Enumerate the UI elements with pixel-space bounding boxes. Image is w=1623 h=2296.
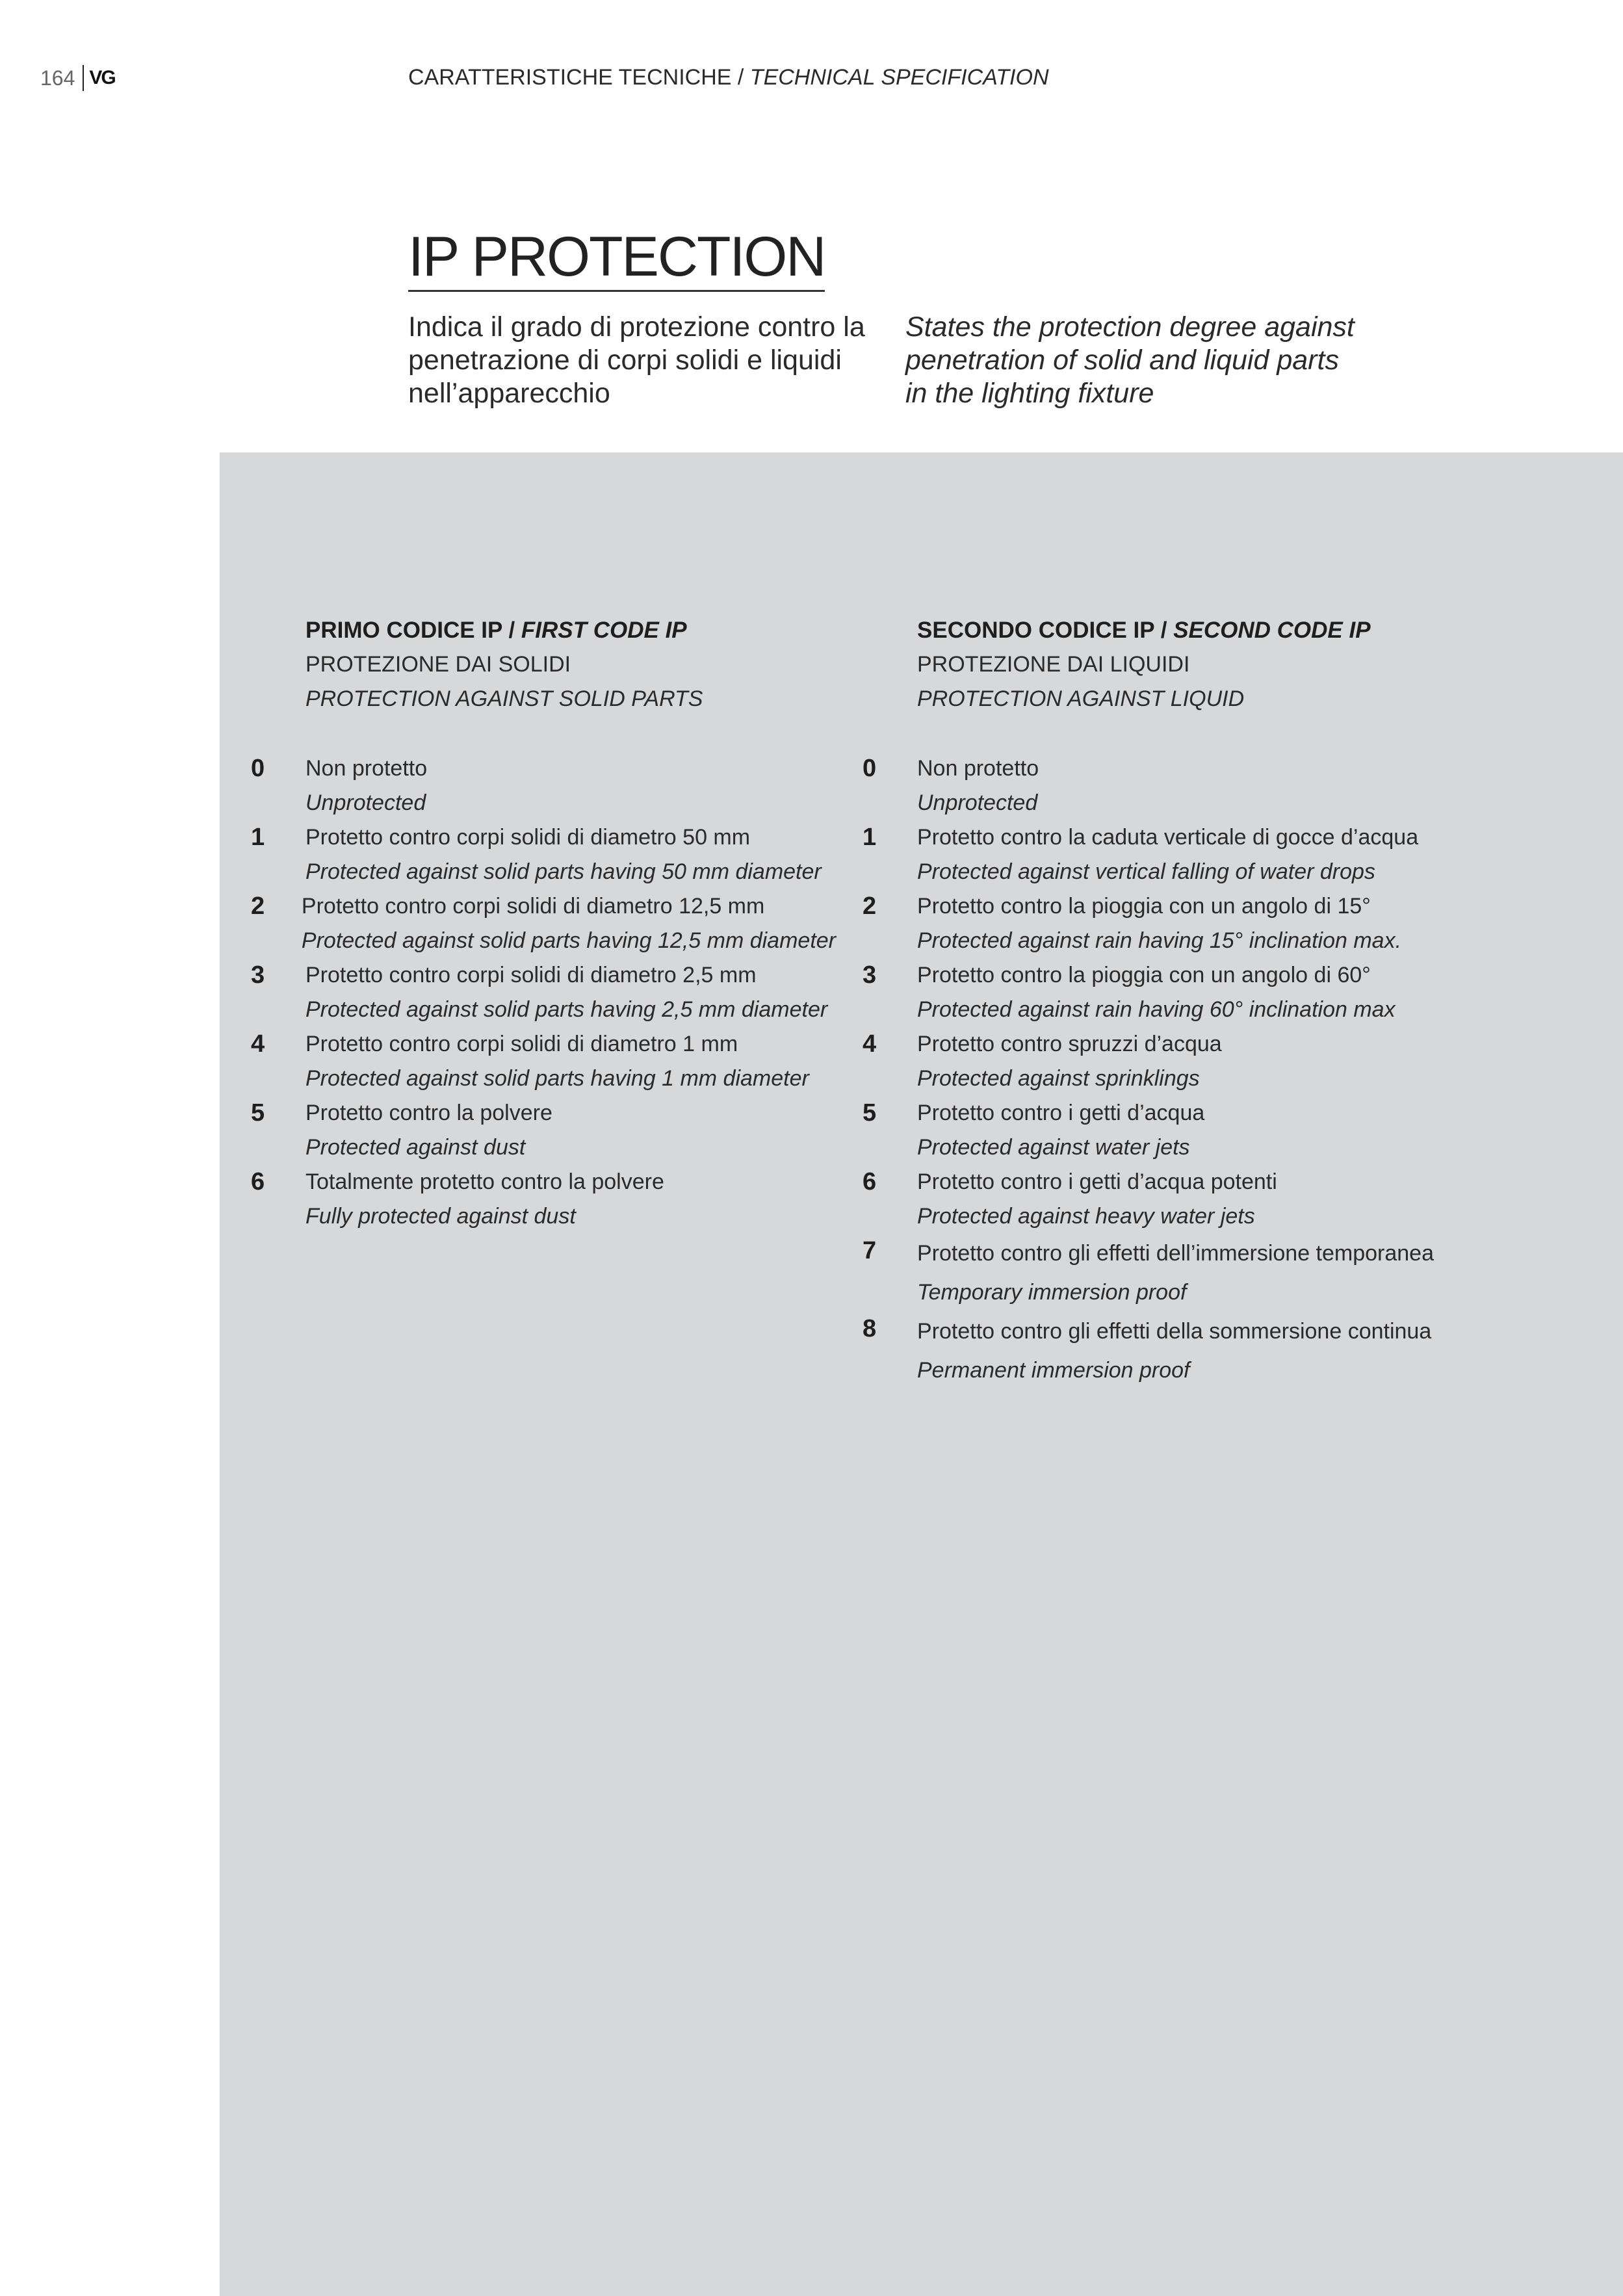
code-number: 0: [863, 755, 877, 782]
second-code-heading-it: SECONDO CODICE IP /: [917, 618, 1174, 643]
code-desc-it: Protetto contro spruzzi d’acqua: [917, 1032, 1222, 1056]
code-desc-en: Protected against solid parts having 50 mm diameter: [305, 859, 822, 884]
first-code-heading-it: PRIMO CODICE IP /: [305, 618, 521, 643]
code-desc-it: Protetto contro gli effetti dell’immersione temporanea: [917, 1241, 1434, 1266]
code-desc-it: Protetto contro gli effetti della sommersione continua: [917, 1319, 1432, 1344]
list-item: [251, 751, 836, 820]
code-desc-en: Protected against rain having 15° inclination max.: [917, 928, 1402, 953]
code-number: 6: [251, 1168, 265, 1195]
code-desc-en: Protected against solid parts having 2,5 mm diameter: [305, 997, 828, 1022]
code-number: 5: [863, 1099, 877, 1127]
code-number: 4: [251, 1030, 265, 1058]
list-item: [251, 889, 836, 958]
code-desc-it: Protetto contro corpi solidi di diametro 1 mm: [305, 1032, 738, 1056]
code-desc-en: Permanent immersion proof: [917, 1358, 1190, 1383]
code-number: 1: [251, 824, 265, 851]
list-item: [863, 958, 1623, 1027]
code-desc-en: Temporary immersion proof: [917, 1280, 1187, 1305]
code-desc-en: Protected against sprinklings: [917, 1066, 1200, 1091]
list-item: [863, 889, 1623, 958]
second-code-subtitle-en: PROTECTION AGAINST LIQUID: [917, 686, 1245, 711]
code-desc-it: Protetto contro la pioggia con un angolo di 15°: [917, 894, 1371, 919]
first-code-subtitle-it: PROTEZIONE DAI SOLIDI: [305, 652, 571, 677]
code-desc-en: Unprotected: [305, 790, 426, 815]
brand-logo: VG: [89, 67, 115, 88]
code-desc-it: Protetto contro i getti d’acqua potenti: [917, 1169, 1277, 1194]
page-title: IP PROTECTION: [408, 229, 825, 292]
list-item: [251, 820, 836, 889]
list-item: [251, 958, 836, 1027]
second-code-subtitle-it: PROTEZIONE DAI LIQUIDI: [917, 652, 1190, 677]
second-code-heading: [917, 614, 1623, 647]
code-number: 3: [863, 961, 877, 989]
first-code-column: [251, 614, 836, 1234]
code-number: 8: [863, 1315, 877, 1342]
code-desc-en: Protected against heavy water jets: [917, 1204, 1255, 1229]
code-desc-en: Protected against vertical falling of water drops: [917, 859, 1375, 884]
second-code-heading-en: SECOND CODE IP: [1173, 618, 1371, 643]
list-item: [251, 1096, 836, 1165]
code-desc-it: Protetto contro corpi solidi di diametro 12,5 mm: [301, 894, 765, 919]
section-title: [408, 65, 1049, 90]
list-item: [863, 1312, 1623, 1390]
code-desc-en: Protected against solid parts having 12,5 mm diameter: [301, 928, 836, 953]
code-desc-en: Protected against rain having 60° inclination max: [917, 997, 1396, 1022]
code-desc-en: Fully protected against dust: [305, 1204, 576, 1229]
code-number: 4: [863, 1030, 877, 1058]
list-item: [863, 1027, 1623, 1096]
intro-english: States the protection degree against penetration of solid and liquid parts in the lighting fixture: [905, 311, 1355, 409]
code-desc-it: Non protetto: [305, 756, 428, 781]
list-item: [863, 1096, 1623, 1165]
page-header: [40, 62, 115, 94]
code-number: 6: [863, 1168, 877, 1195]
code-desc-it: Protetto contro corpi solidi di diametro 2,5 mm: [305, 963, 757, 987]
code-desc-en: Unprotected: [917, 790, 1038, 815]
code-desc-it: Protetto contro i getti d’acqua: [917, 1101, 1205, 1125]
code-number: 0: [251, 755, 265, 782]
second-code-column: [863, 614, 1623, 1390]
first-code-list: [251, 751, 836, 1234]
code-desc-it: Totalmente protetto contro la polvere: [305, 1169, 664, 1194]
list-item: [863, 1234, 1623, 1312]
section-title-en: TECHNICAL SPECIFICATION: [749, 65, 1049, 90]
list-item: [863, 1165, 1623, 1234]
code-number: 5: [251, 1099, 265, 1127]
header-divider: [83, 65, 84, 91]
first-code-subtitle-en: PROTECTION AGAINST SOLID PARTS: [305, 686, 703, 711]
code-desc-it: Protetto contro la pioggia con un angolo di 60°: [917, 963, 1371, 987]
code-number: 1: [863, 824, 877, 851]
list-item: [251, 1027, 836, 1096]
page-number: 164: [40, 66, 75, 90]
code-number: 7: [863, 1237, 877, 1264]
code-desc-it: Non protetto: [917, 756, 1039, 781]
code-number: 2: [251, 893, 265, 920]
second-code-list: [863, 751, 1623, 1390]
list-item: [863, 751, 1623, 820]
intro-italian: Indica il grado di protezione contro la penetrazione di corpi solidi e liquidi nell’apparecchio: [408, 311, 865, 409]
section-title-it: CARATTERISTICHE TECNICHE /: [408, 65, 750, 90]
code-desc-it: Protetto contro corpi solidi di diametro 50 mm: [305, 825, 751, 850]
first-code-heading-en: FIRST CODE IP: [521, 618, 687, 643]
first-code-heading: [305, 614, 836, 647]
code-desc-en: Protected against dust: [305, 1135, 526, 1160]
code-number: 3: [251, 961, 265, 989]
code-desc-en: Protected against water jets: [917, 1135, 1190, 1160]
list-item: [863, 820, 1623, 889]
code-desc-it: Protetto contro la polvere: [305, 1101, 552, 1125]
code-desc-it: Protetto contro la caduta verticale di gocce d’acqua: [917, 825, 1419, 850]
list-item: [251, 1165, 836, 1234]
code-number: 2: [863, 893, 877, 920]
code-desc-en: Protected against solid parts having 1 mm diameter: [305, 1066, 809, 1091]
